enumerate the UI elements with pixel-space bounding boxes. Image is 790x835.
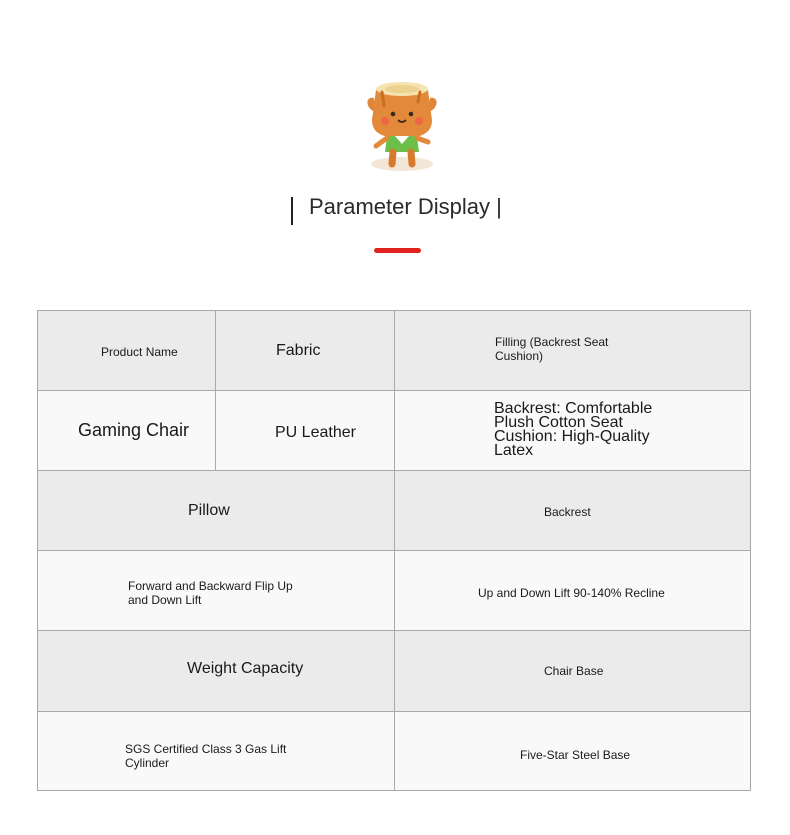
cell-product-name-header: [38, 311, 216, 391]
parameter-table: [37, 310, 751, 791]
cell-text: Pillow: [188, 502, 230, 519]
cell-text: PU Leather: [275, 424, 356, 441]
cell-backrest-value: [395, 551, 750, 631]
page-title: Parameter Display |: [309, 194, 502, 219]
cell-text: Filling (Backrest Seat Cushion): [495, 335, 609, 363]
section-heading: [0, 188, 790, 228]
cell-product-name-value: [38, 391, 216, 471]
title-underline-accent: [374, 248, 421, 253]
cell-text: Five-Star Steel Base: [520, 748, 631, 762]
cell-pillow-value: [38, 551, 395, 631]
cell-text: Forward and Backward Flip Up and Down Lift: [128, 579, 293, 607]
cell-text: Backrest: [544, 505, 591, 519]
cell-text: SGS Certified Class 3 Gas Lift Cylinder: [125, 742, 287, 770]
cell-text: Product Name: [101, 345, 178, 359]
cell-weight-capacity-value: [38, 712, 395, 790]
cell-chair-base-value: [395, 712, 750, 790]
cell-pillow: [38, 471, 395, 551]
cell-text: Weight Capacity: [187, 660, 304, 677]
cell-weight-capacity: [38, 631, 395, 712]
cell-backrest: [395, 471, 750, 551]
heading-left-bar: [291, 197, 293, 225]
cell-fabric-value: [216, 391, 395, 471]
tree-stump-mascot-icon: [362, 76, 442, 176]
cell-filling-header: [395, 311, 750, 391]
cell-text: Backrest: Comfortable Plush Cotton Seat Cushion: High-Quality Latex: [494, 400, 653, 459]
cell-text: Fabric: [276, 342, 321, 359]
cell-text: Up and Down Lift 90-140% Recline: [478, 586, 665, 600]
cell-filling-value: [395, 391, 750, 471]
cell-fabric-header: [216, 311, 395, 391]
cell-text: Gaming Chair: [78, 420, 190, 440]
cell-text: Chair Base: [544, 664, 604, 678]
cell-chair-base: [395, 631, 750, 712]
